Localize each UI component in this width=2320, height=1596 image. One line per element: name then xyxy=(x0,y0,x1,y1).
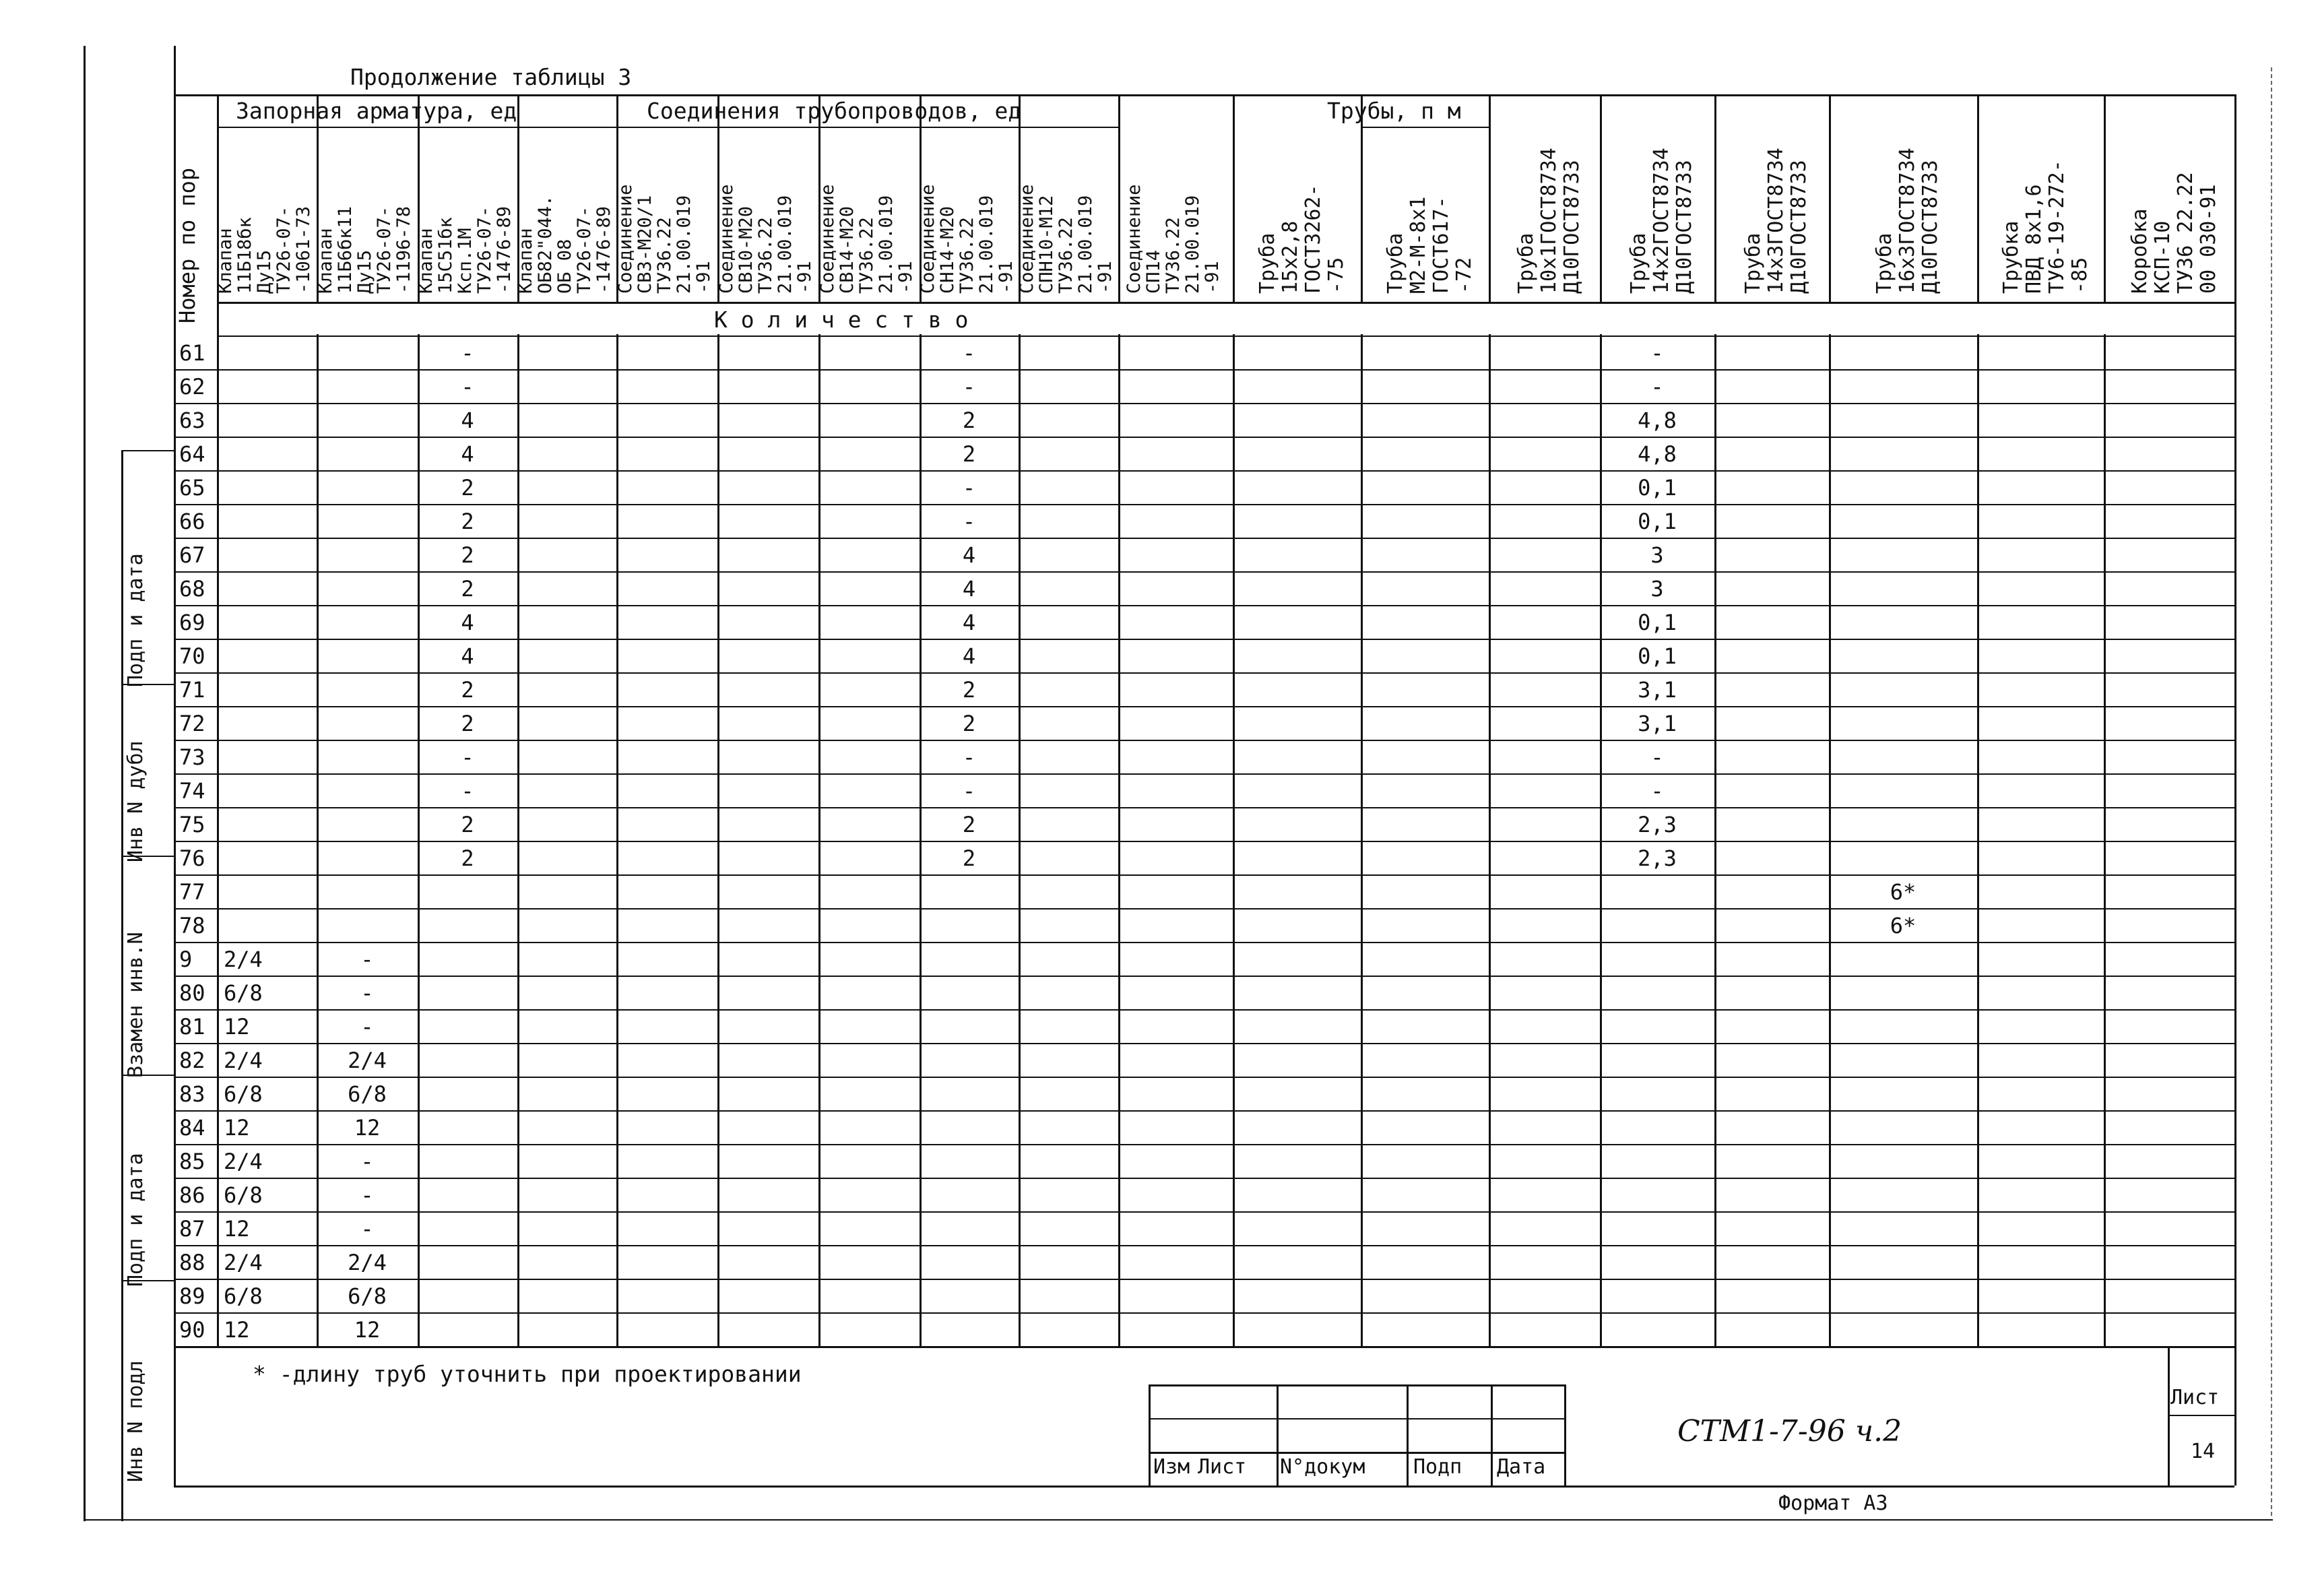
table-cell: 6* xyxy=(1890,913,1916,938)
title-block-sheet-rule xyxy=(2168,1415,2234,1416)
title-block-list-label: Лист xyxy=(1198,1455,1247,1479)
row-number: 68 xyxy=(179,576,205,602)
row-number: 62 xyxy=(179,374,205,400)
group-underline-valves-connections xyxy=(217,127,1118,128)
row-number: 78 xyxy=(179,913,205,938)
column-rule xyxy=(1977,94,1979,1346)
row-number: 90 xyxy=(179,1317,205,1343)
table-cell: - xyxy=(1650,340,1664,366)
table-cell: - xyxy=(461,374,474,400)
table-cell: 2/4 xyxy=(224,1048,263,1073)
table-cell: - xyxy=(360,1149,374,1174)
footnote: * -длину труб уточнить при проектировании xyxy=(253,1361,802,1387)
table-cell: 4 xyxy=(461,408,474,433)
table-cell: 4 xyxy=(461,441,474,467)
table-cell: 2 xyxy=(461,677,474,703)
table-cell: 4 xyxy=(962,643,976,669)
table-cell: 6/8 xyxy=(224,1283,263,1309)
side-stamp-replaced-inv: Взамен инв.N xyxy=(124,932,148,1078)
title-block-podp-label: Подп xyxy=(1413,1455,1462,1479)
column-header: Клапан 11Б18бк Ду15 ТУ26-07- -1061-73 xyxy=(215,205,314,294)
table-cell: 2 xyxy=(962,845,976,871)
row-number: 77 xyxy=(179,879,205,905)
table-cell: 2/4 xyxy=(224,1149,263,1174)
table-cell: 2,3 xyxy=(1638,812,1677,837)
table-cell: 2/4 xyxy=(348,1250,387,1275)
table-cell: 0,1 xyxy=(1638,509,1677,534)
left-bottom-rule xyxy=(174,1346,176,1486)
side-stamp-dup-inv: Инв N дубл xyxy=(124,740,148,862)
table-cell: 4 xyxy=(962,576,976,602)
table-cell: 2 xyxy=(962,677,976,703)
column-rule xyxy=(2234,94,2236,1346)
column-rule xyxy=(1714,94,1716,1346)
row-number: 73 xyxy=(179,744,205,770)
column-header: Клапан 11Б6бк11 Ду15 ТУ26-07- -1196-78 xyxy=(315,205,414,294)
row-number: 65 xyxy=(179,475,205,501)
row-rule xyxy=(174,1178,2234,1179)
row-number: 72 xyxy=(179,711,205,736)
title-block-column-rule xyxy=(1407,1384,1409,1486)
table-cell: - xyxy=(461,778,474,804)
row-rule xyxy=(174,1009,2234,1011)
row-number: 84 xyxy=(179,1115,205,1141)
table-cell: 4 xyxy=(962,542,976,568)
table-cell: 12 xyxy=(224,1014,250,1040)
group-underline-pipes xyxy=(1361,127,1489,128)
table-cell: 3,1 xyxy=(1638,711,1677,736)
quantity-band xyxy=(219,304,2232,334)
table-cell: 6/8 xyxy=(348,1283,387,1309)
row-number: 63 xyxy=(179,408,205,433)
title-block-column-rule xyxy=(1564,1384,1566,1486)
column-rule xyxy=(1361,94,1363,1346)
title-block-sheet-column-rule xyxy=(2168,1346,2170,1486)
table-cell: 4,8 xyxy=(1638,408,1677,433)
table-cell: - xyxy=(962,509,976,534)
column-header: Соединение СН14-М20 ТУ36.22 21.00.019 -91 xyxy=(917,184,1017,294)
row-rule xyxy=(174,1110,2234,1112)
row-number: 85 xyxy=(179,1149,205,1174)
table-cell: 4 xyxy=(461,610,474,635)
column-header: Соединение СВ10-М20 ТУ36.22 21.00.019 -91 xyxy=(716,184,815,294)
table-cell: - xyxy=(461,340,474,366)
group-header-pipes: Трубы, п м xyxy=(1327,98,1461,124)
table-cell: 12 xyxy=(354,1317,381,1343)
side-stamp-orig-inv: Инв N подл xyxy=(124,1360,148,1482)
group-header-connections: Соединения трубопроводов, ед xyxy=(647,98,1022,124)
title-block-column-rule xyxy=(1149,1384,1151,1486)
table-cell: - xyxy=(360,980,374,1006)
quantity-label: К о л и ч е с т в о xyxy=(714,307,969,333)
table-title: Продолжение таблицы 3 xyxy=(350,64,632,90)
table-cell: 2/4 xyxy=(224,947,263,972)
table-cell: 2 xyxy=(962,408,976,433)
row-number: 76 xyxy=(179,845,205,871)
table-cell: 0,1 xyxy=(1638,475,1677,501)
row-number: 89 xyxy=(179,1283,205,1309)
side-stamp-sign-date-2: Подп и дата xyxy=(124,1153,148,1287)
row-number: 81 xyxy=(179,1014,205,1040)
table-cell: 6* xyxy=(1890,879,1916,905)
title-block-izm-label: Изм xyxy=(1153,1455,1190,1479)
table-cell: 12 xyxy=(224,1317,250,1343)
table-cell: 6/8 xyxy=(224,1182,263,1208)
table-cell: 2,3 xyxy=(1638,845,1677,871)
table-cell: - xyxy=(962,340,976,366)
table-cell: 4 xyxy=(461,643,474,669)
row-number: 83 xyxy=(179,1081,205,1107)
row-number: 61 xyxy=(179,340,205,366)
table-cell: 6/8 xyxy=(348,1081,387,1107)
column-header: Труба 15х2,8 ГОСТ3262- -75 xyxy=(1256,184,1348,294)
table-cell: 2 xyxy=(461,475,474,501)
side-stamp-rule xyxy=(121,450,174,451)
table-cell: 12 xyxy=(354,1115,381,1141)
row-number: 86 xyxy=(179,1182,205,1208)
table-cell: - xyxy=(360,1014,374,1040)
row-number: 71 xyxy=(179,677,205,703)
column-header: Соединение СВ3-М20/1 ТУ36.22 21.00.019 -91 xyxy=(615,184,714,294)
column-header: Клапан 15С51бк Ксп.1М ТУ26-07- -1476-89 xyxy=(416,205,515,294)
right-bottom-rule xyxy=(2234,1346,2236,1486)
table-cell: 2/4 xyxy=(348,1048,387,1073)
column-header: Труба 14х2ГОСТ8734 Д10ГОСТ8733 xyxy=(1627,148,1696,294)
row-rule xyxy=(174,976,2234,977)
row-number: 64 xyxy=(179,441,205,467)
row-number: 9 xyxy=(179,947,193,972)
column-header: Трубка ПВД 8х1,6 ТУ6-19-272- -85 xyxy=(1999,160,2092,294)
table-cell: - xyxy=(461,744,474,770)
table-cell: - xyxy=(360,1182,374,1208)
table-cell: 0,1 xyxy=(1638,643,1677,669)
table-cell: 12 xyxy=(224,1216,250,1242)
column-header: Труба М2-М-8х1 ГОСТ617- -72 xyxy=(1384,196,1476,294)
table-cell: - xyxy=(962,374,976,400)
table-cell: 2 xyxy=(461,542,474,568)
title-block-column-rule xyxy=(1277,1384,1279,1486)
table-cell: 2 xyxy=(461,845,474,871)
table-cell: - xyxy=(1650,744,1664,770)
table-cell: 0,1 xyxy=(1638,610,1677,635)
row-rule xyxy=(174,1245,2234,1246)
table-cell: 6/8 xyxy=(224,980,263,1006)
table-cell: 12 xyxy=(224,1115,250,1141)
row-rule xyxy=(174,1144,2234,1145)
side-stamp-sign-date-1: Подп и дата xyxy=(124,553,148,687)
page-bottom-rule xyxy=(174,1486,2234,1488)
table-cell: - xyxy=(962,778,976,804)
row-number: 87 xyxy=(179,1216,205,1242)
table-cell: 2 xyxy=(461,711,474,736)
document-code: СТМ1-7-96 ч.2 xyxy=(1677,1414,1902,1448)
table-cell: 2 xyxy=(962,812,976,837)
table-cell: - xyxy=(962,744,976,770)
table-cell: 3 xyxy=(1650,542,1664,568)
column-header: Соединение СВ14-М20 ТУ36.22 21.00.019 -91 xyxy=(817,184,916,294)
column-header: Труба 10х1ГОСТ8734 Д10ГОСТ8733 xyxy=(1514,148,1584,294)
title-block-rule-2 xyxy=(1149,1418,1564,1419)
row-rule xyxy=(174,1211,2234,1213)
table-cell: 2 xyxy=(461,812,474,837)
row-rule xyxy=(174,1043,2234,1044)
column-header: Соединение СП14 ТУ36.22 21.00.019 -91 xyxy=(1124,184,1223,294)
title-block-rule-1 xyxy=(1149,1384,1564,1386)
row-number: 88 xyxy=(179,1250,205,1275)
row-number: 82 xyxy=(179,1048,205,1073)
column-rule xyxy=(1489,94,1491,1346)
row-number: 70 xyxy=(179,643,205,669)
table-cell: - xyxy=(962,475,976,501)
row-number: 66 xyxy=(179,509,205,534)
column-header: Коробка КСП-10 ТУ36 22.22 00 030-91 xyxy=(2128,172,2220,294)
column-header: Соединение СПН10-М12 ТУ36.22 21.00.019 -91 xyxy=(1017,184,1116,294)
column-rule xyxy=(1829,94,1831,1346)
table-cell: 2/4 xyxy=(224,1250,263,1275)
table-cell: 2 xyxy=(461,576,474,602)
row-rule xyxy=(174,942,2234,943)
column-rule xyxy=(1233,94,1235,1346)
column-header: Клапан ОБ82"044. ОБ 08 ТУ26-07- -1476-89 xyxy=(515,195,614,294)
side-stamp-inner-rule xyxy=(121,450,123,1521)
table-bottom-rule xyxy=(174,1346,2234,1348)
row-number: 75 xyxy=(179,812,205,837)
table-cell: - xyxy=(360,1216,374,1242)
row-rule xyxy=(174,1077,2234,1078)
row-rule xyxy=(174,1312,2234,1314)
table-cell: - xyxy=(1650,778,1664,804)
sheet-label: Лист xyxy=(2170,1386,2220,1409)
table-cell: 4,8 xyxy=(1638,441,1677,467)
paper-format: Формат А3 xyxy=(1778,1492,1888,1515)
table-cell: 4 xyxy=(962,610,976,635)
row-rule xyxy=(174,1279,2234,1280)
column-header: Труба 16х3ГОСТ8734 Д10ГОСТ8733 xyxy=(1873,148,1942,294)
sheet-number: 14 xyxy=(2191,1440,2216,1463)
title-block-data-label: Дата xyxy=(1497,1455,1546,1479)
row-number-header: Номер по пор xyxy=(174,167,200,323)
table-cell: - xyxy=(360,947,374,972)
row-number: 69 xyxy=(179,610,205,635)
table-cell: 2 xyxy=(962,711,976,736)
table-cell: - xyxy=(1650,374,1664,400)
row-number: 74 xyxy=(179,778,205,804)
side-stamp-rule xyxy=(121,1519,174,1521)
table-cell: 3 xyxy=(1650,576,1664,602)
group-header-valves: Запорная арматура, ед xyxy=(236,98,517,124)
title-block-column-rule xyxy=(1491,1384,1493,1486)
title-block-ndokum-label: N°докум xyxy=(1280,1455,1365,1479)
quantity-label-underline xyxy=(217,336,2234,337)
row-number: 80 xyxy=(179,980,205,1006)
column-rule xyxy=(2104,94,2106,1346)
row-number: 67 xyxy=(179,542,205,568)
table-top-rule xyxy=(174,94,2234,96)
table-cell: 3,1 xyxy=(1638,677,1677,703)
table-cell: 2 xyxy=(962,441,976,467)
table-cell: 6/8 xyxy=(224,1081,263,1107)
column-header: Труба 14х3ГОСТ8734 Д10ГОСТ8733 xyxy=(1741,148,1811,294)
table-cell: 2 xyxy=(461,509,474,534)
column-rule xyxy=(1118,94,1120,1346)
